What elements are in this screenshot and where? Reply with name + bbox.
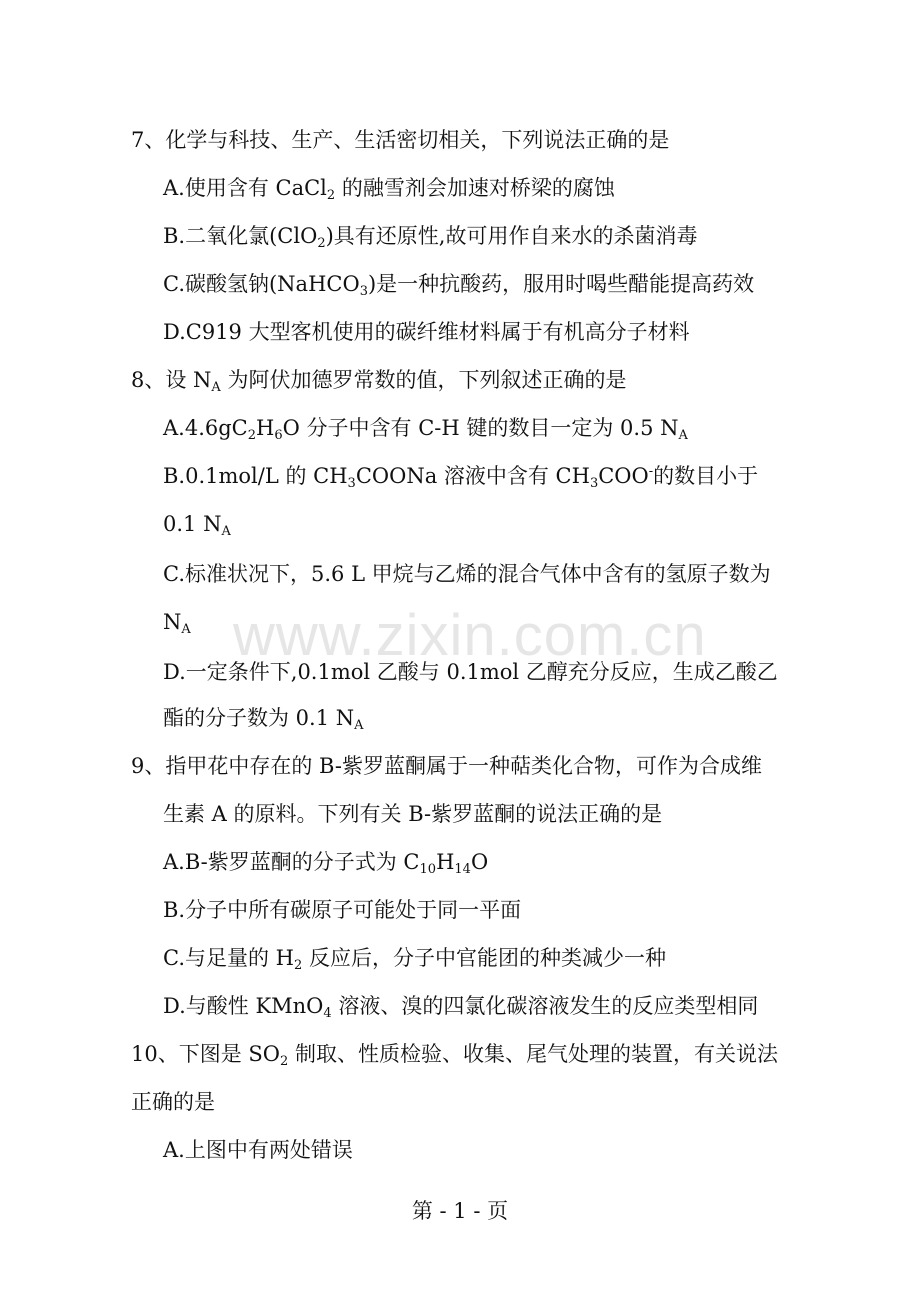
question-9-option-d: D.与酸性 KMnO$_4$ 溶液、溴的四氯化碳溶液发生的反应类型相同 (163, 994, 759, 1021)
watermark: www.zixin.com.cn (233, 603, 707, 668)
question-9-stem-cont: 生素 A 的原料。下列有关 B-紫罗蓝酮的说法正确的是 (163, 802, 663, 826)
question-9-stem: 9、指甲花中存在的 B-紫罗蓝酮属于一种萜类化合物，可作为合成维 (131, 754, 762, 778)
question-8-option-b-cont: 0.1 $N_A$ (163, 512, 231, 539)
question-9-option-a: A.B-紫罗蓝酮的分子式为 $C_{10}H_{14}O$ (163, 850, 489, 877)
question-10-stem-cont: 正确的是 (131, 1090, 215, 1114)
question-8-option-d-cont: 酯的分子数为 0.1 $N_A$ (163, 706, 364, 733)
question-7-option-c: C.碳酸氢钠(NaHCO$_3$)是一种抗酸药，服用时喝些醋能提高药效 (163, 272, 755, 299)
question-8-stem: 8、设 $N_A$ 为阿伏加德罗常数的值，下列叙述正确的是 (131, 368, 627, 395)
question-9-option-b: B.分子中所有碳原子可能处于同一平面 (163, 898, 522, 922)
question-8-option-c-cont: $N_A$ (163, 610, 191, 637)
question-9-option-c: C.与足量的 $H_2$ 反应后，分子中官能团的种类减少一种 (163, 946, 666, 973)
question-7-stem: 7、化学与科技、生产、生活密切相关，下列说法正确的是 (131, 128, 670, 152)
question-10-option-a: A.上图中有两处错误 (163, 1138, 353, 1162)
question-8-option-b: B.0.1mol/L 的 $CH_3COONa$ 溶液中含有 $CH_3COO^-$的数目小于 (163, 464, 759, 491)
question-8-option-a: $A.4.6gC_2H_6O$ 分子中含有 C-H 键的数目一定为 0.5 $N_A$ (163, 416, 688, 443)
question-7-option-b: B.二氧化氯(ClO$_2$)具有还原性,故可用作自来水的杀菌消毒 (163, 224, 698, 251)
question-10-stem: 10、下图是 $SO_2$ 制取、性质检验、收集、尾气处理的装置，有关说法 (131, 1042, 778, 1069)
question-7-option-d: D.C919 大型客机使用的碳纤维材料属于有机高分子材料 (163, 320, 690, 344)
question-8-option-c: C.标准状况下，5.6 L 甲烷与乙烯的混合气体中含有的氢原子数为 (163, 562, 771, 586)
page-footer: 第 - 1 - 页 (411, 1199, 509, 1223)
question-7-option-a: A.使用含有 CaCl$_2$ 的融雪剂会加速对桥梁的腐蚀 (163, 176, 615, 203)
question-8-option-d: D.一定条件下,0.1mol 乙酸与 0.1mol 乙醇充分反应，生成乙酸乙 (163, 660, 778, 684)
